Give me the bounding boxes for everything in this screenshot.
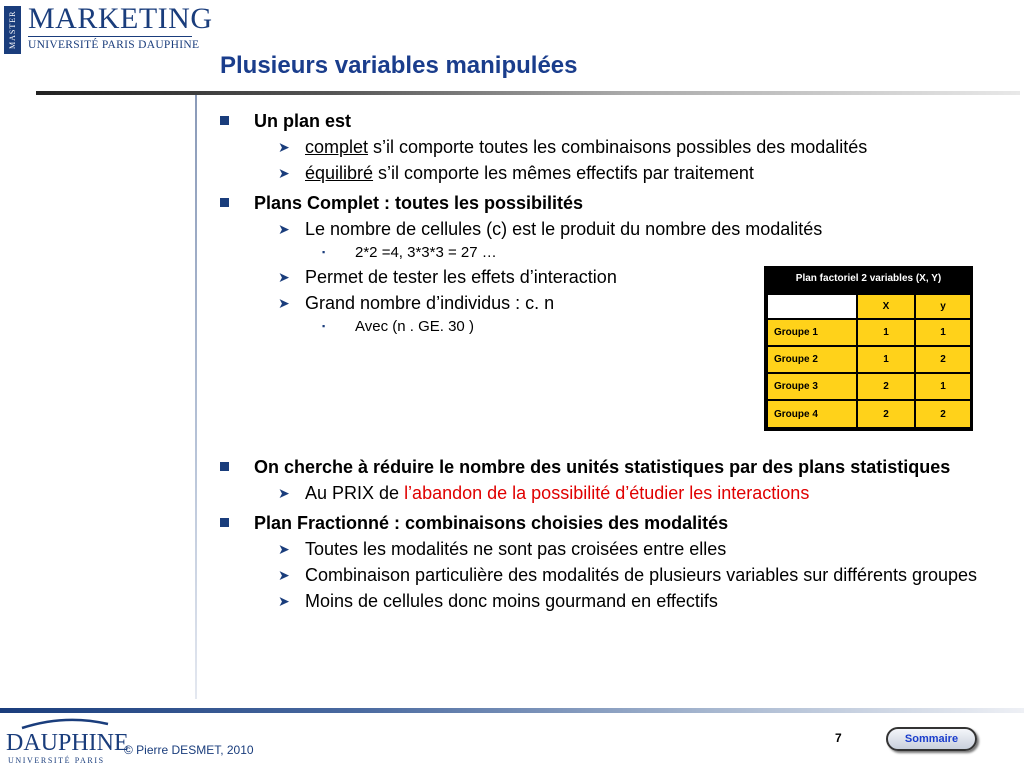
table-corner-cell <box>768 295 856 318</box>
table-cell-x: 2 <box>858 401 914 427</box>
table-cell-y: 1 <box>916 320 970 345</box>
sub-sub-bullet-text: 2*2 =4, 3*3*3 = 27 … <box>355 244 497 261</box>
table-caption: Plan factoriel 2 variables (X, Y) <box>795 273 942 284</box>
factorial-plan-table <box>764 266 973 431</box>
arrow-bullet-icon: ➤ <box>278 295 290 311</box>
sub-sub-bullet-text: Avec (n . GE. 30 ) <box>355 318 474 335</box>
bullet-plan-definition <box>218 110 978 132</box>
sub-bullet-text: Au PRIX de <box>305 483 405 503</box>
sub-sub-bullet-example <box>218 243 978 262</box>
logo-university-text: UNIVERSITÉ PARIS DAUPHINE <box>28 39 200 51</box>
table-cell-y: 2 <box>916 347 970 372</box>
arrow-bullet-icon: ➤ <box>278 567 290 583</box>
bottom-divider <box>0 708 1024 713</box>
arrow-bullet-icon: ➤ <box>278 269 290 285</box>
master-marketing-logo <box>4 2 213 56</box>
logo-master-tag: MASTER <box>4 6 21 54</box>
arrow-bullet-icon: ➤ <box>278 541 290 557</box>
square-bullet-icon: ▪ <box>322 321 326 331</box>
logo-marketing-text: MARKETING <box>28 2 213 35</box>
sub-bullet-text: s’il comporte toutes les combinaisons possibles des modalités <box>368 137 868 157</box>
arrow-bullet-icon: ➤ <box>278 593 290 609</box>
sub-bullet-text: Le nombre de cellules (c) est le produit du nombre des modalités <box>305 219 823 239</box>
table-cell-x: 1 <box>858 320 914 345</box>
table-cell-x: 1 <box>858 347 914 372</box>
sub-bullet-prix <box>218 482 978 504</box>
bullet-plans-complet <box>218 192 978 214</box>
page-number: 7 <box>835 731 842 745</box>
red-emphasis-text: l’abandon de la possibilité d’étudier les interactions <box>404 483 810 503</box>
sommaire-button[interactable]: Sommaire <box>886 727 977 751</box>
sub-bullet-text: Combinaison particulière des modalités de plusieurs variables sur différents groupes <box>305 565 978 585</box>
sub-bullet-text: Moins de cellules donc moins gourmand en effectifs <box>305 591 718 611</box>
bullet-text: On cherche à réduire le nombre des unités statistiques par des plans statistiques <box>254 457 951 477</box>
sub-bullet-modalites <box>218 538 978 560</box>
slide-title: Plusieurs variables manipulées <box>220 52 578 79</box>
logo-dauphine-text: DAUPHINE <box>6 730 129 756</box>
arrow-bullet-icon: ➤ <box>278 165 290 181</box>
bullet-text: Plans Complet : toutes les possibilités <box>254 193 584 213</box>
copyright-text: © Pierre DESMET, 2010 <box>124 743 254 757</box>
sub-bullet-text: Toutes les modalités ne sont pas croisées entre elles <box>305 539 727 559</box>
bullet-text: Un plan est <box>254 111 352 131</box>
table-header-x: X <box>858 295 914 318</box>
sub-bullet-equilibre <box>218 162 978 184</box>
logo-rule <box>28 36 192 37</box>
sub-bullet-text: Grand nombre d’individus : c. n <box>305 293 555 313</box>
bullet-reduire-unites <box>218 456 978 478</box>
sub-bullet-text: Permet de tester les effets d’interaction <box>305 267 617 287</box>
table-row-label: Groupe 1 <box>768 320 856 345</box>
sub-bullet-nombre-cellules <box>218 218 978 240</box>
sub-bullet-moins-cellules <box>218 590 978 612</box>
top-divider <box>36 91 1020 95</box>
table-row-label: Groupe 3 <box>768 374 856 399</box>
arrow-bullet-icon: ➤ <box>278 221 290 237</box>
table-header-y: y <box>916 295 970 318</box>
bullet-plan-fractionne <box>218 512 978 534</box>
term-equilibre: équilibré <box>305 163 374 183</box>
table-row-label: Groupe 4 <box>768 401 856 427</box>
sub-bullet-combinaison <box>218 564 978 586</box>
arrow-bullet-icon: ➤ <box>278 485 290 501</box>
sub-bullet-text: s’il comporte les mêmes effectifs par traitement <box>373 163 754 183</box>
arrow-bullet-icon: ➤ <box>278 139 290 155</box>
logo-univ-paris-text: UNIVERSITÉ PARIS <box>8 756 105 765</box>
term-complet: complet <box>305 137 369 157</box>
table-cell-y: 1 <box>916 374 970 399</box>
dauphine-logo <box>4 716 129 765</box>
table-cell-y: 2 <box>916 401 970 427</box>
table-row-label: Groupe 2 <box>768 347 856 372</box>
swoosh-icon <box>20 718 110 730</box>
bullet-text: Plan Fractionné : combinaisons choisies des modalités <box>254 513 729 533</box>
square-bullet-icon: ▪ <box>322 247 326 257</box>
vertical-divider <box>195 95 197 699</box>
sub-bullet-complet <box>218 136 978 158</box>
table-cell-x: 2 <box>858 374 914 399</box>
